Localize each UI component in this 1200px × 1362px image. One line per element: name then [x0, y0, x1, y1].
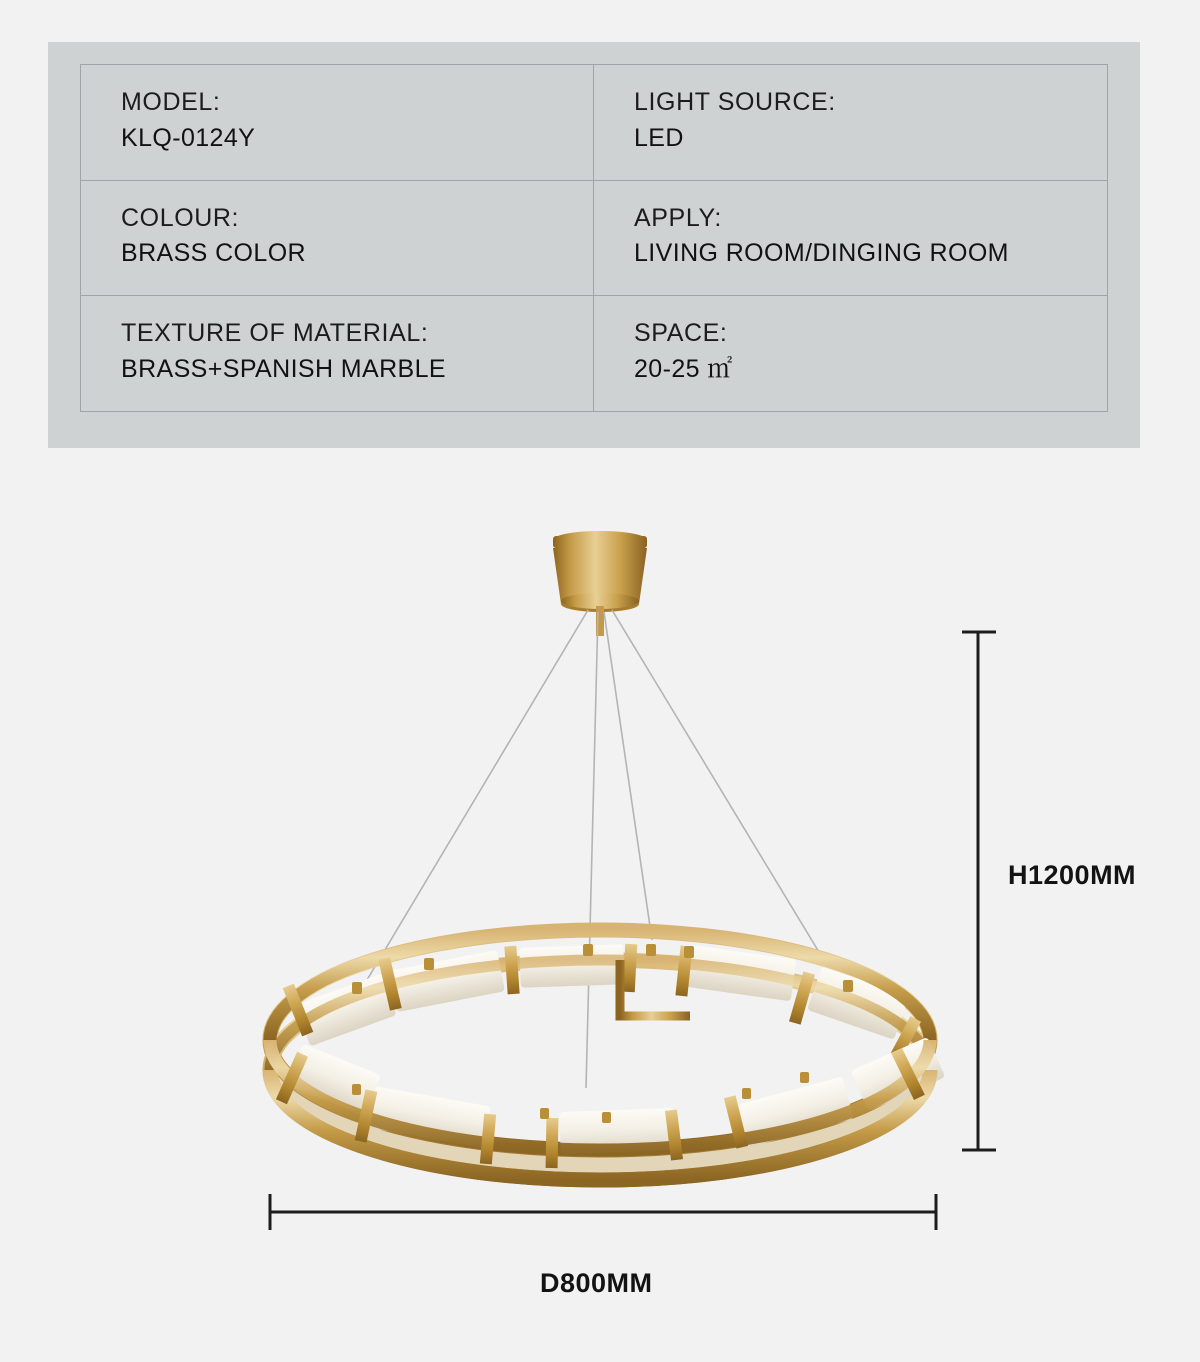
chandelier-drawing [0, 460, 1200, 1362]
spec-value: LIVING ROOM/DINGING ROOM [634, 239, 1009, 268]
specification-table [80, 64, 1108, 412]
spec-value: BRASS+SPANISH MARBLE [121, 354, 447, 383]
spec-label: MODEL: [121, 88, 221, 116]
table-row [81, 65, 1107, 181]
dimension-width [270, 1194, 936, 1230]
spec-label: LIGHT SOURCE: [634, 88, 836, 116]
dimension-height [962, 632, 996, 1150]
dimension-height-label: H1200MM [1008, 860, 1137, 890]
spec-value: 20-25 ㎡ [634, 354, 733, 383]
table-row [81, 181, 1107, 297]
spec-label: COLOUR: [121, 203, 240, 232]
dimension-width-label: D800MM [540, 1268, 653, 1298]
spec-cell-model [81, 65, 594, 180]
spec-cell-texture-of-material [81, 296, 594, 411]
spec-value: BRASS COLOR [121, 239, 307, 268]
specification-panel [48, 42, 1140, 448]
spec-value: KLQ-0124Y [121, 123, 256, 152]
spec-value: LED [634, 123, 684, 152]
chandelier-ring [270, 930, 945, 1180]
product-illustration [0, 460, 1200, 1362]
spec-label: SPACE: [634, 319, 728, 348]
spec-label: TEXTURE OF MATERIAL: [121, 319, 429, 348]
spec-cell-colour [81, 181, 594, 296]
ceiling-canopy [553, 531, 647, 636]
spec-cell-apply [594, 181, 1107, 296]
table-row [81, 296, 1107, 411]
spec-label: APPLY: [634, 203, 722, 232]
spec-cell-space [594, 296, 1107, 411]
suspension-cables [355, 610, 848, 1088]
spec-cell-light-source [594, 65, 1107, 180]
